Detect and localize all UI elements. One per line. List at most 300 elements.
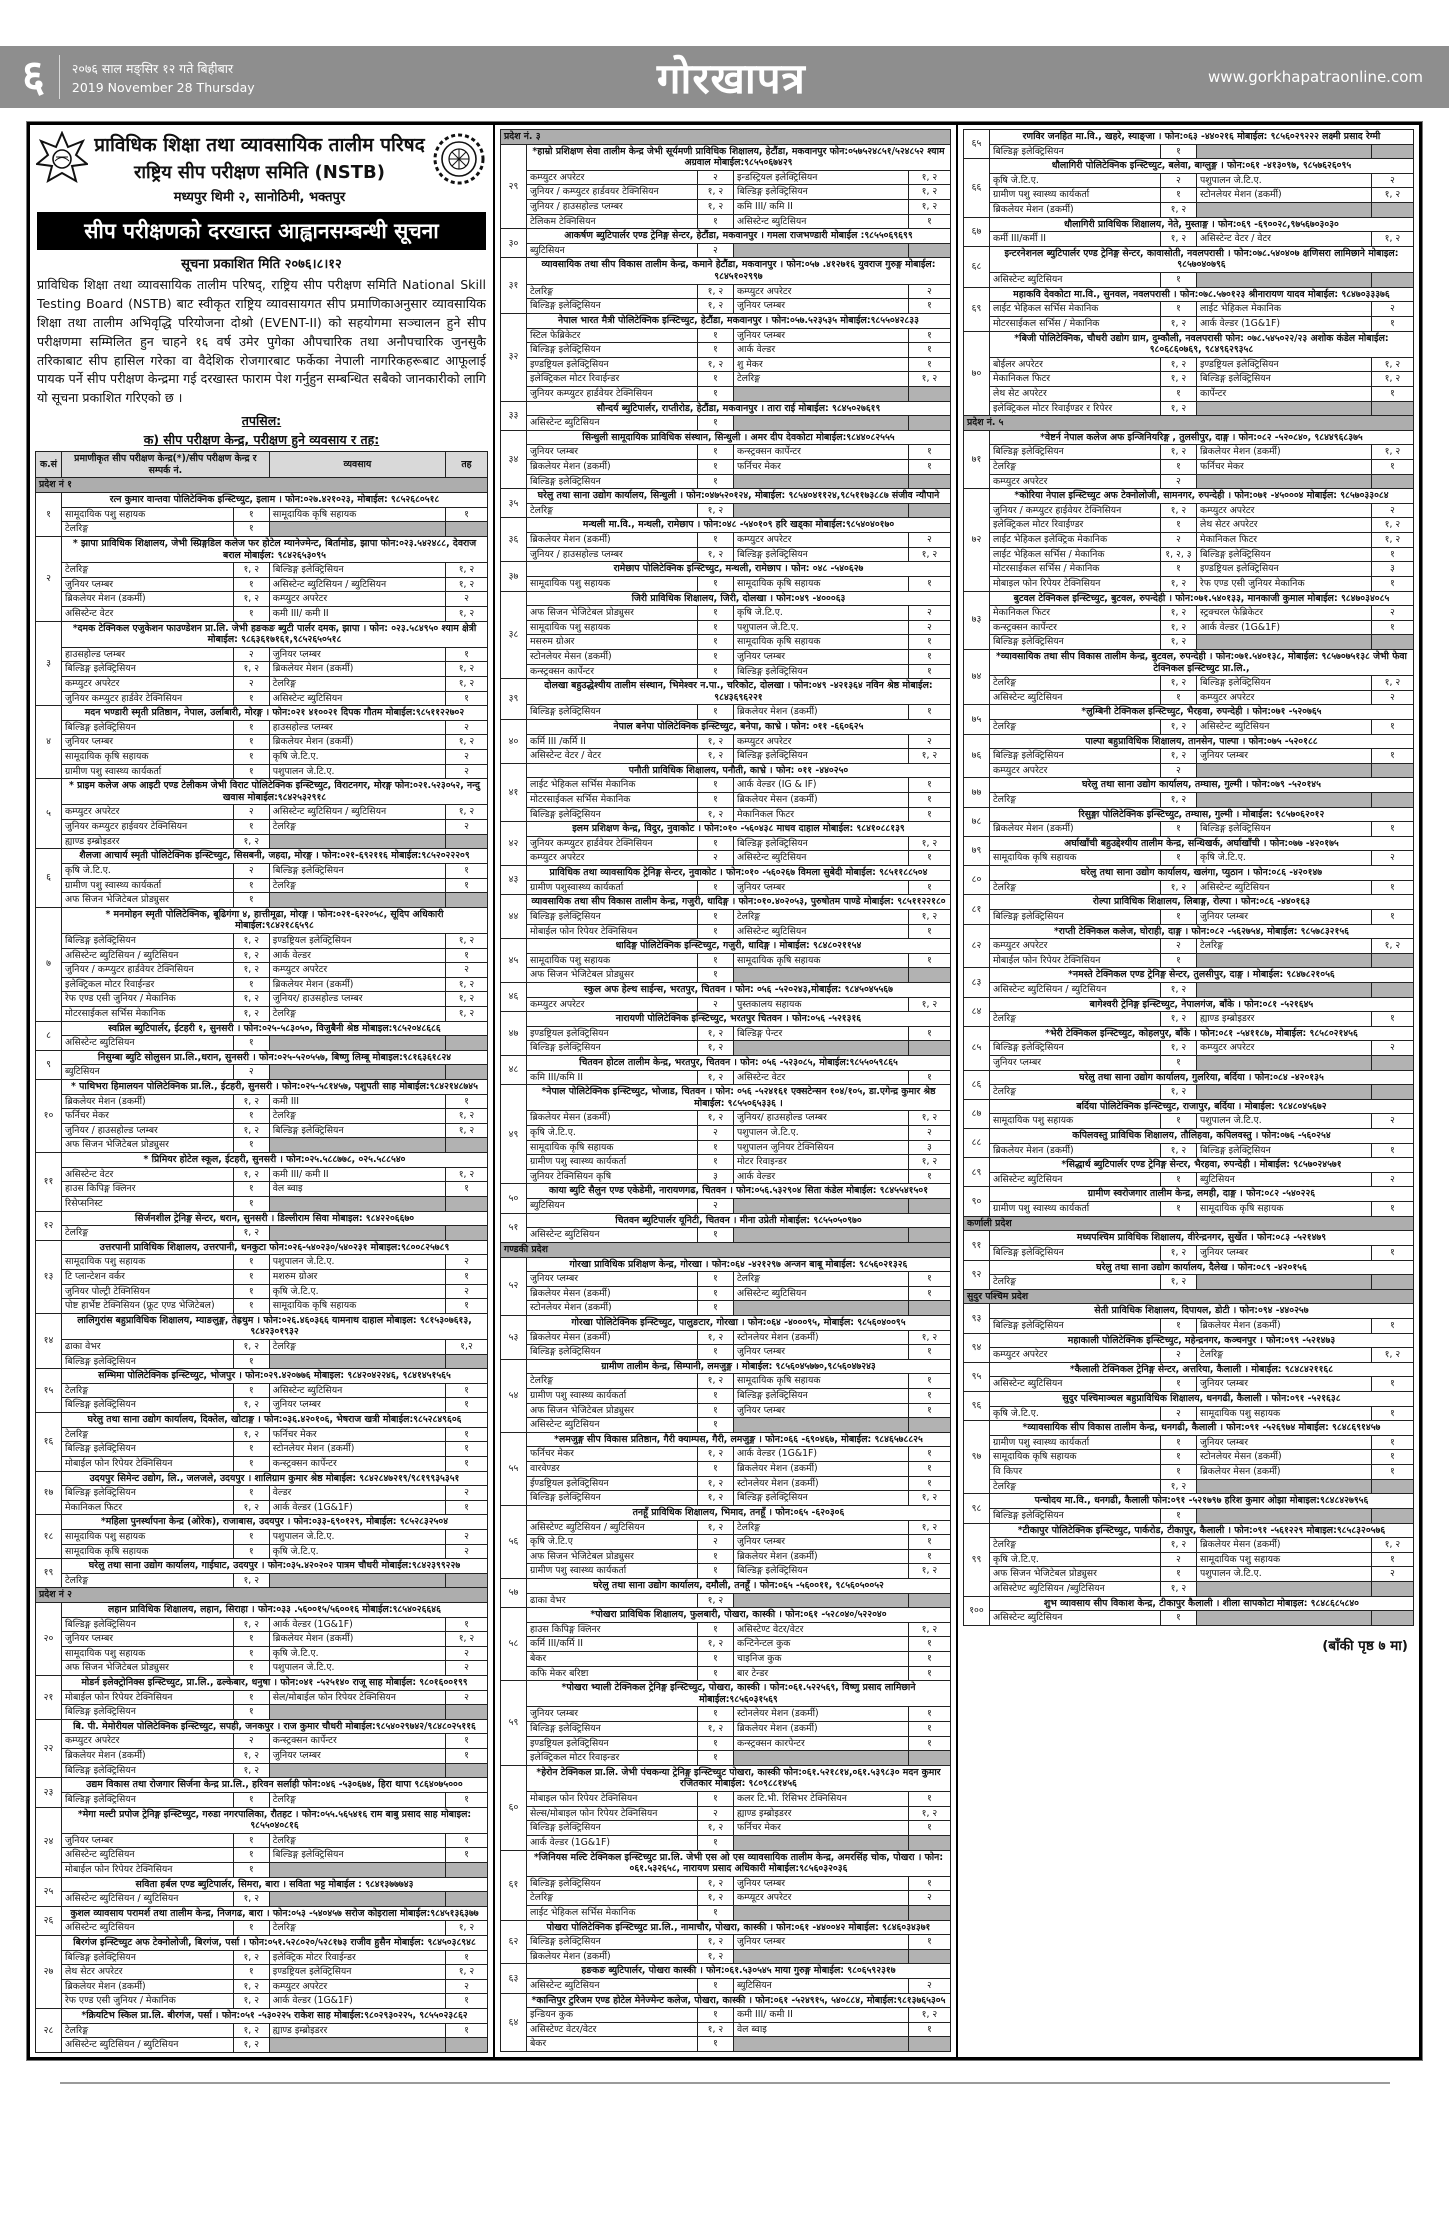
level-cell: १, २: [697, 185, 733, 200]
center-name-cell: शुभ व्यावसाय सीप विकाश केन्द्र, टीकापुर कैलाली । शीला सापकोटा मोबाइल: ९८४८६८५८४०: [989, 1596, 1413, 1611]
occupation-row: [963, 982, 1413, 997]
level-cell: १: [445, 1792, 487, 1807]
level-cell: १, २: [445, 563, 487, 578]
level-cell: २: [908, 1891, 950, 1906]
center-entry: [963, 968, 1413, 997]
center-header-row: [500, 1964, 950, 1979]
occupation-row: [963, 460, 1413, 475]
level-cell: १: [697, 460, 733, 475]
occupation-cell: सामूदायिक कृषि सहायक: [989, 1450, 1160, 1465]
website-link[interactable]: www.gorkhapatraonline.com: [1208, 68, 1423, 86]
skill-test-centers-table: [35, 451, 488, 2053]
occupation-cell: सामूदायिक कृषि सहायक: [62, 750, 234, 765]
center-entry: [500, 1359, 950, 1432]
center-entry: [500, 1315, 950, 1359]
level-cell: १: [445, 1182, 487, 1197]
center-header-row: [500, 939, 950, 954]
occupation-row: [500, 503, 950, 518]
serial-cell: १२: [36, 1211, 62, 1240]
occupation-row: [36, 1833, 488, 1848]
occupation-row: [36, 2023, 488, 2038]
occupation-row: [36, 1255, 488, 1270]
level-cell: १: [697, 1622, 733, 1637]
level-cell: १, २: [697, 1593, 733, 1608]
empty-cell: [908, 1199, 950, 1214]
empty-cell: [733, 1593, 908, 1608]
center-header-row: [36, 1807, 488, 1833]
occupation-cell: हाउसहोल्ड प्लम्बर: [269, 720, 445, 735]
center-entry: [500, 1850, 950, 1920]
level-cell: १: [233, 1299, 269, 1314]
level-cell: १, २: [697, 1520, 733, 1535]
center-header-row: [963, 591, 1413, 606]
occupation-row: [36, 606, 488, 621]
level-cell: १, २: [697, 299, 733, 314]
serial-cell: ५५: [500, 1432, 526, 1505]
level-cell: १, २, ३: [1160, 547, 1196, 562]
level-cell: १, २: [233, 1094, 269, 1109]
level-cell: १: [1371, 460, 1413, 475]
empty-cell: [908, 1835, 950, 1850]
level-cell: १: [697, 386, 733, 401]
empty-cell: [908, 1751, 950, 1766]
level-cell: १, २: [1160, 1479, 1196, 1494]
level-cell: १, २: [445, 805, 487, 820]
level-cell: १: [233, 820, 269, 835]
center-name-cell: महाकवि देवकोटा मा.वि., सुनवल, नवलपरासी । फोन:०७८.५७०१२३ श्रीनारायण यादव मोबाईल: ९८४७०३३३७६: [989, 287, 1413, 302]
occupation-row: [36, 1979, 488, 1994]
level-cell: १: [697, 474, 733, 489]
serial-cell: ३९: [500, 679, 526, 720]
occupation-row: [500, 170, 950, 185]
center-entry: [963, 924, 1413, 968]
occupation-cell: मोबाईल फोन रिपेयर टेक्निसियन: [62, 1862, 234, 1877]
occupation-row: [963, 1114, 1413, 1129]
serial-cell: ३८: [500, 591, 526, 679]
empty-cell: [1196, 635, 1371, 650]
date-nepali: २०७६ साल मङ्सिर १२ गते बिहीबार: [71, 60, 234, 76]
center-name-cell: इलम प्रशिक्षण केन्द्र, विदुर, नुवाकोट । फोन:०१० -५६०४३८ माधव दाहाल मोबाईल: ९८४१०८८१३९: [526, 822, 950, 837]
level-cell: १, २: [445, 1109, 487, 1124]
occupation-row: [500, 386, 950, 401]
occupation-row: [36, 1340, 488, 1355]
center-name-cell: बि. पी. मेमोरीयल पोलिटेक्निक इन्स्टिच्युट, सपही, जनकपुर । राज कुमार चौधरी मोबाईल:९८५४०२९७४२/९८४८०२५११६: [62, 1719, 488, 1734]
level-cell: १: [908, 851, 950, 866]
level-cell: १, २: [233, 1573, 269, 1588]
serial-cell: २२: [36, 1719, 62, 1777]
occupation-cell: ब्रिकलेयर मेशन (डकर्मी): [1196, 1318, 1371, 1333]
occupation-row: [500, 1330, 950, 1345]
center-header-row: [963, 489, 1413, 504]
occupation-cell: सामूदायिक कृषि सहायक: [526, 1140, 697, 1155]
center-header-row: [36, 907, 488, 933]
occupation-cell: वेल ब्वाइ: [269, 1182, 445, 1197]
level-cell: १: [697, 836, 733, 851]
center-name-cell: मोडर्न इलेक्ट्रोनिक्स इन्स्टिच्युट, प्रा.लि., ढल्केबार, धनुषा । फोन:०४१ -५२५१४० राजू साह मोबाईल: ९८०१६००१९९: [62, 1676, 488, 1691]
occupation-cell: कृषि जे.टि.ए.: [989, 1552, 1160, 1567]
center-header-row: [963, 1421, 1413, 1436]
occupation-row: [36, 1486, 488, 1501]
level-cell: २: [445, 820, 487, 835]
occupation-row: [500, 968, 950, 983]
level-cell: १: [697, 1301, 733, 1316]
occupation-row: [500, 1549, 950, 1564]
level-cell: १, २: [1160, 503, 1196, 518]
occupation-row: [36, 1994, 488, 2009]
date-block: [72, 60, 255, 95]
center-entry: [963, 895, 1413, 924]
center-name-cell: *कान्तिपुर टुरिजम एण्ड होटेल मेनेज्मेन्ट कलेज, पोखरा, कास्की । फोन:०६१ -५२४९१५, ५४०८८४, मोबाईल:९८१३७६५३०५: [526, 1993, 950, 2008]
level-cell: १, २: [1160, 203, 1196, 218]
occupation-cell: इण्डष्ट्रियल इलेक्ट्रिसियन: [1196, 357, 1371, 372]
serial-cell: ७१: [963, 430, 989, 488]
occupation-cell: बिल्डिङ्ग इलेक्ट्रिसियन: [269, 563, 445, 578]
occupation-cell: टेलरिङ्ग: [989, 1479, 1160, 1494]
serial-cell: ७५: [963, 705, 989, 734]
level-cell: १: [233, 606, 269, 621]
level-cell: १, २: [908, 547, 950, 562]
level-cell: १: [1371, 1202, 1413, 1217]
occupation-cell: बिल्डिङ्ग इलेक्ट्रिसियन: [733, 1389, 908, 1404]
occupation-row: [963, 1567, 1413, 1582]
occupation-cell: ब्रिकलेयर मेशन (डकर्मी): [62, 592, 234, 607]
level-cell: १, २: [697, 1949, 733, 1964]
empty-cell: [1196, 401, 1371, 416]
center-entry: [963, 649, 1413, 704]
serial-cell: ६: [36, 849, 62, 907]
level-cell: १: [908, 1821, 950, 1836]
level-cell: १: [1371, 1377, 1413, 1392]
occupation-row: [963, 503, 1413, 518]
occupation-row: [963, 749, 1413, 764]
province-section: [500, 130, 950, 145]
occupation-cell: मेकानिकल फिटर: [989, 372, 1160, 387]
published-date: सूचना प्रकाशित मिति २०७६।८।१२: [181, 257, 342, 272]
center-header-row: [500, 1012, 950, 1027]
level-cell: २: [445, 1255, 487, 1270]
level-cell: १: [233, 977, 269, 992]
level-cell: १, २: [697, 357, 733, 372]
center-header-row: [963, 1026, 1413, 1041]
level-cell: १: [1160, 1567, 1196, 1582]
center-name-cell: *कैलाली टेक्निकल ट्रेनिङ्ग सेन्टर, अत्तरिया, कैलाली । मोबाईल: ९८४८४२११६८: [989, 1362, 1413, 1377]
center-name-cell: नेपाल बनेपा पोलिटेक्निक इन्स्टिच्युट, बनेपा, काभ्रे । फोन: ०११ -६६०६२५: [526, 719, 950, 734]
occupation-cell: जुनियर प्लम्बर: [733, 1535, 908, 1550]
center-entry: [36, 1676, 488, 1720]
level-cell: १, २: [233, 1340, 269, 1355]
level-cell: १: [233, 1269, 269, 1284]
level-cell: १, २: [697, 1026, 733, 1041]
occupation-cell: टेलरिङ्ग: [269, 1007, 445, 1022]
occupation-cell: कर्मी III/कर्मी II: [989, 232, 1160, 247]
occupation-cell: सामूदायिक पशु सहायक: [62, 1255, 234, 1270]
empty-cell: [445, 1196, 487, 1211]
level-cell: १, २: [1371, 533, 1413, 548]
level-cell: १: [1160, 851, 1196, 866]
center-name-cell: महाकाली पोलिटेक्निक इन्स्टिच्युट, महेन्द्रनगर, कञ्चनपुर । फोन:०९९ -५२१४७३: [989, 1333, 1413, 1348]
center-header-row: [500, 1578, 950, 1593]
occupation-row: [500, 460, 950, 475]
occupation-row: [963, 357, 1413, 372]
level-cell: १: [908, 576, 950, 591]
serial-cell: १०: [36, 1080, 62, 1153]
occupation-row: [500, 1821, 950, 1836]
empty-cell: [1196, 144, 1371, 159]
occupation-row: [500, 836, 950, 851]
level-cell: १: [1160, 1377, 1196, 1392]
occupation-row: [500, 649, 950, 664]
occupation-cell: टेलरिङ्ग: [733, 909, 908, 924]
occupation-cell: टेलरिङ्ग: [989, 1275, 1160, 1290]
occupation-row: [963, 1611, 1413, 1626]
occupation-cell: असिस्टेन्ट ब्युटिसियन: [62, 1921, 234, 1936]
level-cell: १, २: [1160, 576, 1196, 591]
level-cell: १, २: [908, 1564, 950, 1579]
level-cell: १: [233, 1632, 269, 1647]
empty-cell: [1371, 1581, 1413, 1596]
occupation-cell: कमी III/ कमी II: [733, 2008, 908, 2023]
level-cell: २: [1160, 533, 1196, 548]
occupation-row: [963, 822, 1413, 837]
occupation-row: [36, 1226, 488, 1241]
province-band: प्रदेश नं. ३: [500, 130, 950, 145]
serial-cell: ७६: [963, 734, 989, 778]
occupation-cell: टेलरिङ्ग: [526, 284, 697, 299]
center-name-cell: *हेरोन टेक्निकल प्रा.लि. जेभी पंचकन्या ट्रेनिङ्ग इन्स्टिच्युट पोखरा, कास्की फोन:०६१.५२१८१४,०६१.५३९८३० मदन कुमार रजितकार मोबाईल: ९८०९८८१४५६: [526, 1765, 950, 1791]
center-name-cell: प्राविधिक तथा व्यावसायिक ट्रेनिङ्ग सेन्टर, नुवाकोट । फोन:०१० -५६०२६७ विमला सुबेदी मोबाईल: ९८५११८८५०४: [526, 866, 950, 881]
level-cell: १: [908, 924, 950, 939]
occupation-row: [500, 1126, 950, 1141]
level-cell: १: [445, 1094, 487, 1109]
empty-cell: [1371, 635, 1413, 650]
occupation-cell: ब्रिकलेयर मेशन (डकर्मी): [526, 1949, 697, 1964]
level-cell: १: [233, 1690, 269, 1705]
serial-cell: ४४: [500, 895, 526, 939]
serial-cell: ६६: [963, 159, 989, 217]
occupation-row: [500, 606, 950, 621]
level-cell: १: [908, 1549, 950, 1564]
center-entry: [36, 1471, 488, 1515]
occupation-cell: ब्युटिसियन: [526, 243, 697, 258]
center-entry: [500, 1432, 950, 1505]
occupation-cell: बिल्डिङ्ग इलेक्ट्रिसियन: [733, 185, 908, 200]
serial-cell: ७०: [963, 331, 989, 416]
serial-cell: ७८: [963, 807, 989, 836]
center-name-cell: सिन्धुली सामूदायिक प्राविधिक संस्थान, सिन्धुली । अमर दीप देवकोटा मोबाईल:९८४४०८२५५५: [526, 430, 950, 445]
level-cell: २: [1371, 302, 1413, 317]
occupation-cell: असिस्टेन्ट ब्युटिसियन: [62, 1848, 234, 1863]
center-entry: [36, 849, 488, 907]
occupation-cell: सामूदायिक पशु सहायक: [526, 953, 697, 968]
center-entry: [500, 1765, 950, 1850]
empty-cell: [1371, 763, 1413, 778]
occupation-row: [963, 939, 1413, 954]
level-cell: २: [445, 1646, 487, 1661]
level-cell: १, २: [233, 2023, 269, 2038]
serial-cell: ९७: [963, 1421, 989, 1494]
level-cell: १: [697, 2037, 733, 2052]
occupation-row: [963, 1041, 1413, 1056]
center-name-cell: गोरखा पोलिटेक्निक इन्स्टिच्युट, पालुङटार, गोरखा । फोन:०६४ -४०००९५, मोबाईल: ९८५६०४००९५: [526, 1315, 950, 1330]
occupation-row: [500, 357, 950, 372]
level-cell: १, २: [908, 1520, 950, 1535]
occupation-cell: लेथ सेट अपरेटर: [989, 386, 1160, 401]
occupation-row: [500, 734, 950, 749]
level-cell: १, २: [1371, 445, 1413, 460]
occupation-cell: जुनियर/ हाउसहोल्ड प्लम्बर: [733, 1111, 908, 1126]
occupation-row: [963, 316, 1413, 331]
level-cell: १: [697, 1272, 733, 1287]
center-entry: [963, 591, 1413, 649]
empty-cell: [733, 968, 908, 983]
serial-cell: ३५: [500, 489, 526, 518]
center-entry: [963, 734, 1413, 778]
level-cell: २: [908, 533, 950, 548]
column-1: [30, 125, 493, 2057]
level-cell: १: [233, 1544, 269, 1559]
province-band: सुदुर पश्चिम प्रदेश: [963, 1289, 1413, 1304]
occupation-cell: कम्प्युटर अपरेटर: [1196, 1041, 1371, 1056]
center-header-row: [963, 778, 1413, 793]
occupation-cell: जुनियर / कम्प्युटर हार्डवयर टेक्निसियन: [526, 185, 697, 200]
center-entry: [963, 1304, 1413, 1333]
occupation-row: [963, 1318, 1413, 1333]
level-cell: १: [445, 1442, 487, 1457]
serial-cell: ५९: [500, 1681, 526, 1766]
occupation-row: [36, 893, 488, 908]
occupation-row: [500, 1345, 950, 1360]
occupation-cell: असिस्टेन्ट ब्युटिसियन: [526, 1418, 697, 1433]
occupation-cell: कम्प्युटर अपरेटर: [62, 805, 234, 820]
occupation-row: [963, 719, 1413, 734]
occupation-cell: बिल्डिङ्ग इलेक्ट्रिसियन: [733, 664, 908, 679]
level-cell: १: [445, 647, 487, 662]
col-header-center: प्रमाणीकृत सीप परीक्षण केन्द्र(*)/सीप परीक्षण केन्द्र र सम्पर्क नं.: [62, 452, 270, 478]
level-cell: २: [445, 1529, 487, 1544]
center-entry: [500, 1184, 950, 1213]
level-cell: १: [908, 2022, 950, 2037]
occupation-row: [963, 1465, 1413, 1480]
level-cell: १: [697, 214, 733, 229]
level-cell: २: [233, 647, 269, 662]
occupation-cell: टेलरिङ्ग: [526, 1374, 697, 1389]
occupation-cell: बिल्डिङ्ग इलेक्ट्रिसियन: [989, 909, 1160, 924]
occupation-row: [36, 735, 488, 750]
center-entry: [500, 763, 950, 821]
occupation-cell: बिल्डिङ्ग इलेक्ट्रिसियन: [526, 909, 697, 924]
center-entry: [36, 621, 488, 706]
level-cell: २: [445, 764, 487, 779]
serial-cell: २४: [36, 1807, 62, 1877]
center-header-row: [36, 1021, 488, 1036]
occupation-cell: अफ सिजन भेजिटेबल प्रोड्युसर: [62, 893, 234, 908]
center-entry: [963, 159, 1413, 217]
empty-cell: [269, 1036, 445, 1051]
occupation-cell: कृषि जे.टि.ए.: [526, 1126, 697, 1141]
level-cell: १: [1160, 953, 1196, 968]
level-cell: १: [1371, 1318, 1413, 1333]
empty-cell: [908, 1228, 950, 1243]
level-cell: १: [445, 1269, 487, 1284]
center-name-cell: लालिगुरांस बहुप्राविधिक शिक्षालय, म्याङलुङ्ग, तेह्रथुम । फोन:०२६.४६०३६६ यामनाथ दाहाल मोबाइल: ९८१५३०७६१३, ९८४२३०१९३२: [62, 1313, 488, 1339]
center-header-row: [36, 493, 488, 508]
level-cell: १, २: [697, 1330, 733, 1345]
level-cell: १, २: [445, 1921, 487, 1936]
center-name-cell: घरेलु तथा साना उद्योग कार्यालय, सिन्धुली । फोन:०४७५२०१२४, मोबाईल: ९८५४०४११२४,९८५११७३८८७ संजीव न्यौपाने: [526, 489, 950, 504]
level-cell: १: [908, 778, 950, 793]
level-cell: १: [233, 1196, 269, 1211]
empty-cell: [445, 1573, 487, 1588]
level-cell: १: [1160, 144, 1196, 159]
occupation-cell: कम्प्युटर अपरेटर: [526, 170, 697, 185]
level-cell: १: [697, 924, 733, 939]
center-entry: [36, 907, 488, 1021]
occupation-cell: ह्याण्ड इम्ब्रोइडरर: [62, 834, 234, 849]
center-entry: [963, 1362, 1413, 1391]
level-cell: १: [445, 1749, 487, 1764]
occupation-cell: कम्प्युटर अपरेटर: [733, 284, 908, 299]
occupation-cell: असिस्टेन्ट वेटर / वेटर: [526, 749, 697, 764]
center-header-row: [36, 1471, 488, 1486]
occupation-cell: बिल्डिङ्ग इलेक्ट्रिसियन: [269, 1123, 445, 1138]
occupation-cell: आर्क वेल्डर (1G&1F): [733, 1447, 908, 1462]
occupation-cell: टेलरिङ्ग: [62, 1383, 234, 1398]
occupation-row: [36, 507, 488, 522]
level-cell: १, २: [1160, 1538, 1196, 1553]
occupation-cell: बिल्डिङ्ग इलेक्ट्रिसियन: [526, 1722, 697, 1737]
level-cell: २: [1160, 1406, 1196, 1421]
occupation-row: [500, 533, 950, 548]
occupation-row: [963, 1275, 1413, 1290]
occupation-cell: बिल्डिङ्ग इलेक्ट्रिसियन: [1196, 547, 1371, 562]
occupation-row: [500, 880, 950, 895]
level-cell: १: [697, 1905, 733, 1920]
center-name-cell: धौलागिरी प्राविधिक शिक्षालय, नेते, मुस्ताङ्ग । फोन:०६९ -६९००२८,९७५६७०३०३०: [989, 217, 1413, 232]
level-cell: १: [1371, 822, 1413, 837]
center-header-row: [500, 1608, 950, 1623]
serial-cell: ७३: [963, 591, 989, 649]
level-cell: १: [908, 214, 950, 229]
occupation-cell: असिस्टेन्ट ब्युटिसियन: [989, 1172, 1160, 1187]
center-name-cell: *नमस्ते टेक्निकल एण्ड ट्रेनिङ्ग सेन्टर, तुलसीपुर, दाङ्ग । मोबाईल: ९८४७८२१०५६: [989, 968, 1413, 983]
empty-cell: [908, 1949, 950, 1964]
empty-cell: [269, 1138, 445, 1153]
province-band: कर्णाली प्रदेश: [963, 1216, 1413, 1231]
occupation-row: [500, 1806, 950, 1821]
occupation-cell: असिस्टेन्ट ब्युटिसियन / ब्युटिसियन: [62, 948, 234, 963]
occupation-cell: ग्रामीण पशु स्वास्थ्य कार्यकर्ता: [526, 1155, 697, 1170]
occupation-row: [963, 880, 1413, 895]
occupation-cell: ब्रिकलेयर मेशन (डकर्मी): [989, 1143, 1160, 1158]
serial-cell: २३: [36, 1778, 62, 1807]
level-cell: १: [697, 1835, 733, 1850]
center-header-row: [963, 1596, 1413, 1611]
serial-cell: २९: [500, 144, 526, 229]
center-name-cell: बुटवल टेक्निकल इन्स्टिच्युट, बुटवल, रुपन्देही । फोन:०७१.५४०१३३, मानकाजी कुमाल मोबाईल: ९८४७०३४०८५: [989, 591, 1413, 606]
center-header-row: [500, 1315, 950, 1330]
level-cell: १: [697, 416, 733, 431]
level-cell: १: [233, 1255, 269, 1270]
occupation-cell: कमि III/कमि II: [526, 1070, 697, 1085]
level-cell: १: [1160, 1508, 1196, 1523]
center-name-cell: उत्तरपानी प्राविधिक शिक्षालय, उत्तरपानी, धनकुटा फोन:०२६-५४०२३०/५४०२३१ मोबाइल:९८००८२५७८९: [62, 1240, 488, 1255]
center-entry: [500, 679, 950, 720]
center-name-cell: *हाम्रो प्रशिक्षण सेवा तालीम केन्द्र जेभी सूर्यमणी प्राविधिक शिक्षालय, हेटौंडा, मकवानपुर फोन:०५७५२४८५१/५२४८५२ श्याम अग्रवाल मोबाईल:९८५५०६७४२९: [526, 144, 950, 170]
level-cell: १: [697, 620, 733, 635]
level-cell: १: [1160, 1435, 1196, 1450]
center-name-cell: अर्घाखाँची बहुउद्देश्यीय तालीम केन्द्र, सन्धिखर्क, अर्घाखाँची । फोन:०७७ -४२०१७५: [989, 836, 1413, 851]
level-cell: १: [697, 1418, 733, 1433]
